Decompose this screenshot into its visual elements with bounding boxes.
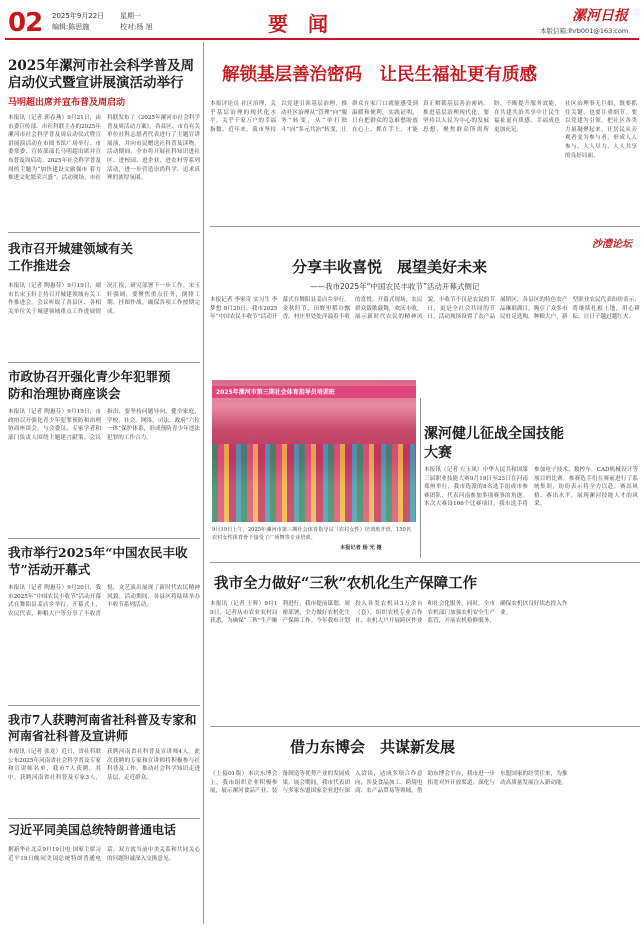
page-number: 02: [8, 8, 43, 38]
dance-training-photo: [212, 380, 416, 522]
divider: [420, 398, 421, 558]
divider: [8, 232, 200, 233]
article-body-4: 本报讯（记者 陶惠芬）9月20日，我市2025年“中国农民丰收节”活动开幕式在舞阳县姜店乡举行。开幕式上，农民代表、种粮大户等分享了丰收喜悦，文艺演出展现了新时代农民精神风貌。活动期间，各县区将陆续举办丰收节系列活动。: [8, 585, 200, 617]
article-title-4: 我市举行2025年“中国农民丰收节”活动开幕式: [8, 545, 188, 577]
article-body-1: 本报讯（记者 郭春燕）9月21日，由市委宣传部、市社科联主办的2025年漯河市社会科学普及周启动仪式暨宣讲展演活动在市图书馆广场举行。市委常委、宣传部部长马明超出席并宣布普及周启动。2025年社会科学普及周的主题为“加快建设文旅强市 着力推进文化繁荣兴盛”。活动现场，市社科联发布了《2025年漯河市社会科学普及周活动方案》，各县区、市直有关单位社科志愿者代表进行了主题宣讲展演，并向市民赠送社科普及读物。活动期间，全市将开展社科知识进社区、进校园、进企业、进农村等系列活动，进一步营造崇尚科学、追求真理的浓厚氛围。: [8, 115, 200, 182]
photo-caption: 9月19日上午，2025年漯河市第三期社会体育指导员（农村女性）培训班开班，150名农村女性体育骨干接受了广场舞等专业培训。: [212, 527, 412, 541]
article-body-3: 本报讯（记者 陶惠芬）9月19日，市政协召开强化青少年犯罪预防和治理协商座谈会。与会委员、专家学者和部门负责人围绕主题建言献策。会议指出，要坚持问题导向，健全家庭、学校、社会、网络、司法、政府“六位一体”保护体系，形成预防青少年违法犯罪的工作合力。: [8, 409, 200, 441]
weekday: 星期一: [120, 12, 141, 20]
article-title-2: 我市召开城建领域有关工作推进会: [8, 241, 134, 273]
main-headline: 解锁基层善治密码 让民生福祉更有质感: [222, 65, 537, 85]
email: 本版信箱:lhrb001@163.com: [540, 27, 629, 35]
proofreader: 校对:杨 旭: [120, 23, 153, 31]
divider: [8, 705, 200, 706]
issue-date: 2025年9月22日: [52, 12, 105, 20]
left-column-divider: [203, 42, 204, 924]
health-body: 本报讯（记者 左玉凤）中华人民共和国第三届职业技能大赛9月19日至23日在河南郑州举行，我市选派的8名选手组成市参赛团队，代表河南参加多项赛事的角逐。本次大赛设106个比赛项目，我市选手将参加电子技术、数控车、CAD机械设计等项目的比赛。参赛选手们在赛前进行了系统集训，纷纷表示将全力以赴，赛出风格、赛出水平，展现漯河技能人才的风采。: [424, 467, 638, 508]
article-body-5: 本报讯（记者 张龙）近日，省社科联公布2025年河南省社会科学普及专家和宣讲师名单，我市7人获聘。其中，获聘河南省社科普及专家3人，获聘河南省社科普及宣讲师4人。此次获聘的专家和宣讲师将积极参与社科普及工作，推动社会科学知识走进基层、走近群众。: [8, 749, 200, 781]
article-title-1: 2025年漯河市社会科学普及周启动仪式暨宣讲展演活动举行: [8, 58, 195, 91]
article-title-5: 我市7人获聘河南省社科普及专家和河南省社科普及宣讲师: [8, 713, 197, 743]
section-title: 要 闻: [268, 12, 328, 36]
divider: [210, 226, 640, 227]
paper-logo: [572, 5, 628, 25]
commentary-label: [592, 232, 640, 252]
commentary-body: 社区治理事无巨细，既要抓住关键，也要注重细节。要以党建为引领，把社区各类力量凝聚起来，让居民从旁观者变为参与者，形成人人参与、人人尽力、人人共享的良好局面。: [565, 101, 637, 159]
dancers: [212, 444, 416, 522]
paper-name: 漯河日报: [572, 8, 628, 24]
sanqiu-body: 本报讯（记者 王辉）9月19日，记者从市农业农村局获悉，为确保“三秋”生产顺利进行，我市提前谋划、周密部署，全力做好农机化生产保障工作。今年我市计划投入各类农机具3万余台（套），组织农机专业合作社、农机大户开展跨区作业和社会化服务。同时，全市农机部门加强农机安全生产监管，开展农机检修服务，确保农机以良好状态投入作业。: [210, 601, 568, 625]
divider: [8, 818, 200, 819]
divider: [8, 538, 200, 539]
sanqiu-title: 我市全力做好“三秋”农机化生产保障工作: [214, 575, 478, 592]
article-body-2: 本报讯（记者 陶惠芬）9月19日，副市长宋玉轩主持召开城建领域有关工作推进会。会议听取了各县区、各相关单位关于城建领域重点工作进展情况汇报，研究部署下一步工作。宋玉轩强调，要聚焦重点任务，倒排工期、挂图作战，确保各项工作按期完成。: [8, 283, 200, 315]
divider: [8, 362, 200, 363]
photo-credit: 本报记者 杨 光 摄: [340, 545, 382, 551]
health-title: 漯河健儿征战全国技能大赛: [424, 426, 564, 461]
borrow-title: 借力东博会 共谋新发展: [290, 738, 456, 756]
main-headline-body: 本报评论员 社区治理，关乎基层治理的现代化水平，关乎千家万户的幸福指数。近年来，我市坚持以党建引领基层治理，推动社区治理从“管理”向“服务”转变，从“单打独斗”向“多元共治”转变，让群众在家门口就能感受到温暖和便利。实践证明，只有把群众的急难愁盼放在心上、抓在手上，才能真正解锁基层善治密码。推进基层治理现代化，要坚持以人民为中心的发展思想，聚焦群众所需所盼，不断提升服务效能，在共建共治共享中让民生福祉更有质感、幸福成色更加充足。: [210, 101, 560, 133]
article-title-6: 习近平同美国总统特朗普通电话: [8, 823, 177, 837]
borrow-body: （上接01版）本次东博会上，我市组织企业积极参展，展示漯河食品产业、装备制造等优势产业的发展成果。展会期间，我市代表团与多家东盟国家企业进行深入洽谈，达成多项合作意向，涉及食品加工、跨境电商、农产品贸易等领域。借助东博会平台，我市进一步拓宽对外开放渠道，深化与东盟国家的经贸往来，为推动高质量发展注入新动能。: [210, 771, 568, 795]
harvest-subtitle: ——我市2025年“中国农民丰收节”活动开幕式侧记: [310, 282, 480, 291]
article-subtitle-1: 马明超出席并宣布普及周启动: [8, 98, 126, 108]
article-body-6: 据新华社北京9月19日电 国家主席习近平19日晚同美国总统特朗普通电话。双方就当前中美关系和共同关心的问题坦诚深入交换意见。: [8, 847, 200, 862]
header-rule: [5, 38, 639, 40]
harvest-title: 分享丰收喜悦 展望美好未来: [292, 258, 488, 276]
editor: 编辑:陈思施: [52, 23, 90, 31]
divider: [210, 726, 640, 727]
divider: [210, 562, 640, 563]
commentary-label-text: 沙澧论坛: [592, 239, 632, 250]
photo-banner-text: 2025年漯河市第三期社会体育指导员培训班: [216, 389, 335, 396]
article-title-3: 市政协召开强化青少年犯罪预防和治理协商座谈会: [8, 369, 171, 401]
harvest-body: 本报记者 李家奇 实习生 李梦想 9月20日，我市2025年“中国农民丰收节”活动开幕式在舞阳县姜店乡举行。金秋时节，田野里稻谷飘香，村庄里处处洋溢着丰收的喜悦。开幕式现场，农民群众载歌载舞，欢庆丰收，展示新时代农民的精神风貌。丰收节不仅是农民的节日，更是全社会共同的节日。活动现场设置了农产品展销区，各县区的特色农产品琳琅满目，吸引了众多市民驻足选购。种粮大户、新型职业农民代表纷纷表示，将继续扎根土地，用心耕耘，让日子越过越红火。: [210, 297, 640, 321]
